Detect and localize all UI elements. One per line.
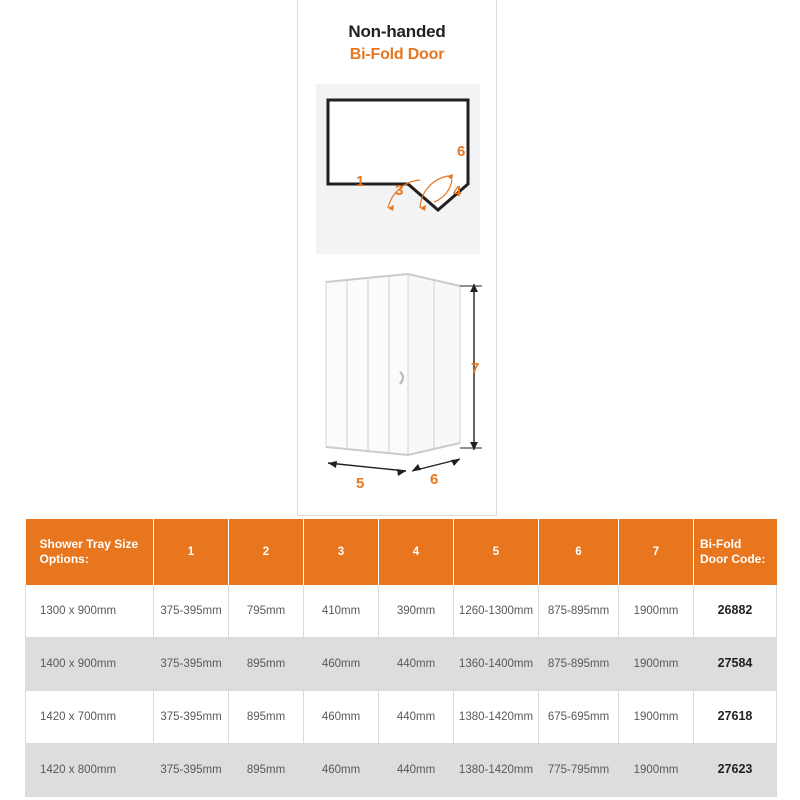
cell-7: 1900mm <box>619 691 694 744</box>
cell-size: 1420 x 700mm <box>26 691 154 744</box>
column-header-size: Shower Tray Size Options: <box>26 519 154 585</box>
cell-5: 1380-1420mm <box>454 744 539 797</box>
cell-5: 1380-1420mm <box>454 691 539 744</box>
cell-product-code: 27618 <box>694 691 777 744</box>
column-header-6: 6 <box>539 519 619 585</box>
cell-7: 1900mm <box>619 744 694 797</box>
diagram-title: Non-handed <box>348 22 446 41</box>
cell-product-code: 27623 <box>694 744 777 797</box>
column-header-code: Bi-Fold Door Code: <box>694 519 777 585</box>
cell-4: 390mm <box>379 585 454 638</box>
table-header-row <box>26 519 777 585</box>
cell-3: 460mm <box>304 691 379 744</box>
cell-1: 375-395mm <box>154 638 229 691</box>
plan-label-1: 1 <box>356 173 365 190</box>
cell-size: 1300 x 900mm <box>26 585 154 638</box>
cell-6: 675-695mm <box>539 691 619 744</box>
cell-product-code: 26882 <box>694 585 777 638</box>
cell-6: 775-795mm <box>539 744 619 797</box>
specification-table-area <box>25 519 776 797</box>
cell-6: 875-895mm <box>539 638 619 691</box>
cell-2: 895mm <box>229 638 304 691</box>
cell-5: 1360-1400mm <box>454 638 539 691</box>
cell-4: 440mm <box>379 691 454 744</box>
cell-3: 460mm <box>304 744 379 797</box>
cell-1: 375-395mm <box>154 691 229 744</box>
cell-1: 375-395mm <box>154 585 229 638</box>
cell-5: 1260-1300mm <box>454 585 539 638</box>
cell-3: 460mm <box>304 638 379 691</box>
table-row <box>26 744 777 797</box>
cell-7: 1900mm <box>619 638 694 691</box>
product-diagram-panel <box>297 0 497 516</box>
cell-size: 1420 x 800mm <box>26 744 154 797</box>
cell-3: 410mm <box>304 585 379 638</box>
column-header-1: 1 <box>154 519 229 585</box>
elevation-label-5: 5 <box>356 475 365 492</box>
specification-table <box>25 519 777 797</box>
table-row <box>26 691 777 744</box>
cell-7: 1900mm <box>619 585 694 638</box>
plan-label-4: 4 <box>453 183 462 200</box>
elevation-view-diagram <box>308 260 490 505</box>
table-row <box>26 638 777 691</box>
cell-6: 875-895mm <box>539 585 619 638</box>
plan-view-diagram <box>316 84 480 254</box>
cell-1: 375-395mm <box>154 744 229 797</box>
diagram-subtitle: Bi-Fold Door <box>349 46 445 63</box>
cell-4: 440mm <box>379 744 454 797</box>
column-header-5: 5 <box>454 519 539 585</box>
plan-label-6: 6 <box>457 143 466 160</box>
column-header-7: 7 <box>619 519 694 585</box>
cell-4: 440mm <box>379 638 454 691</box>
column-header-3: 3 <box>304 519 379 585</box>
plan-label-3: 3 <box>395 182 404 199</box>
cell-2: 895mm <box>229 691 304 744</box>
cell-size: 1400 x 900mm <box>26 638 154 691</box>
table-row <box>26 585 777 638</box>
elevation-label-7: 7 <box>471 360 480 377</box>
column-header-2: 2 <box>229 519 304 585</box>
cell-product-code: 27584 <box>694 638 777 691</box>
cell-2: 795mm <box>229 585 304 638</box>
column-header-4: 4 <box>379 519 454 585</box>
elevation-label-6: 6 <box>430 471 439 488</box>
cell-2: 895mm <box>229 744 304 797</box>
